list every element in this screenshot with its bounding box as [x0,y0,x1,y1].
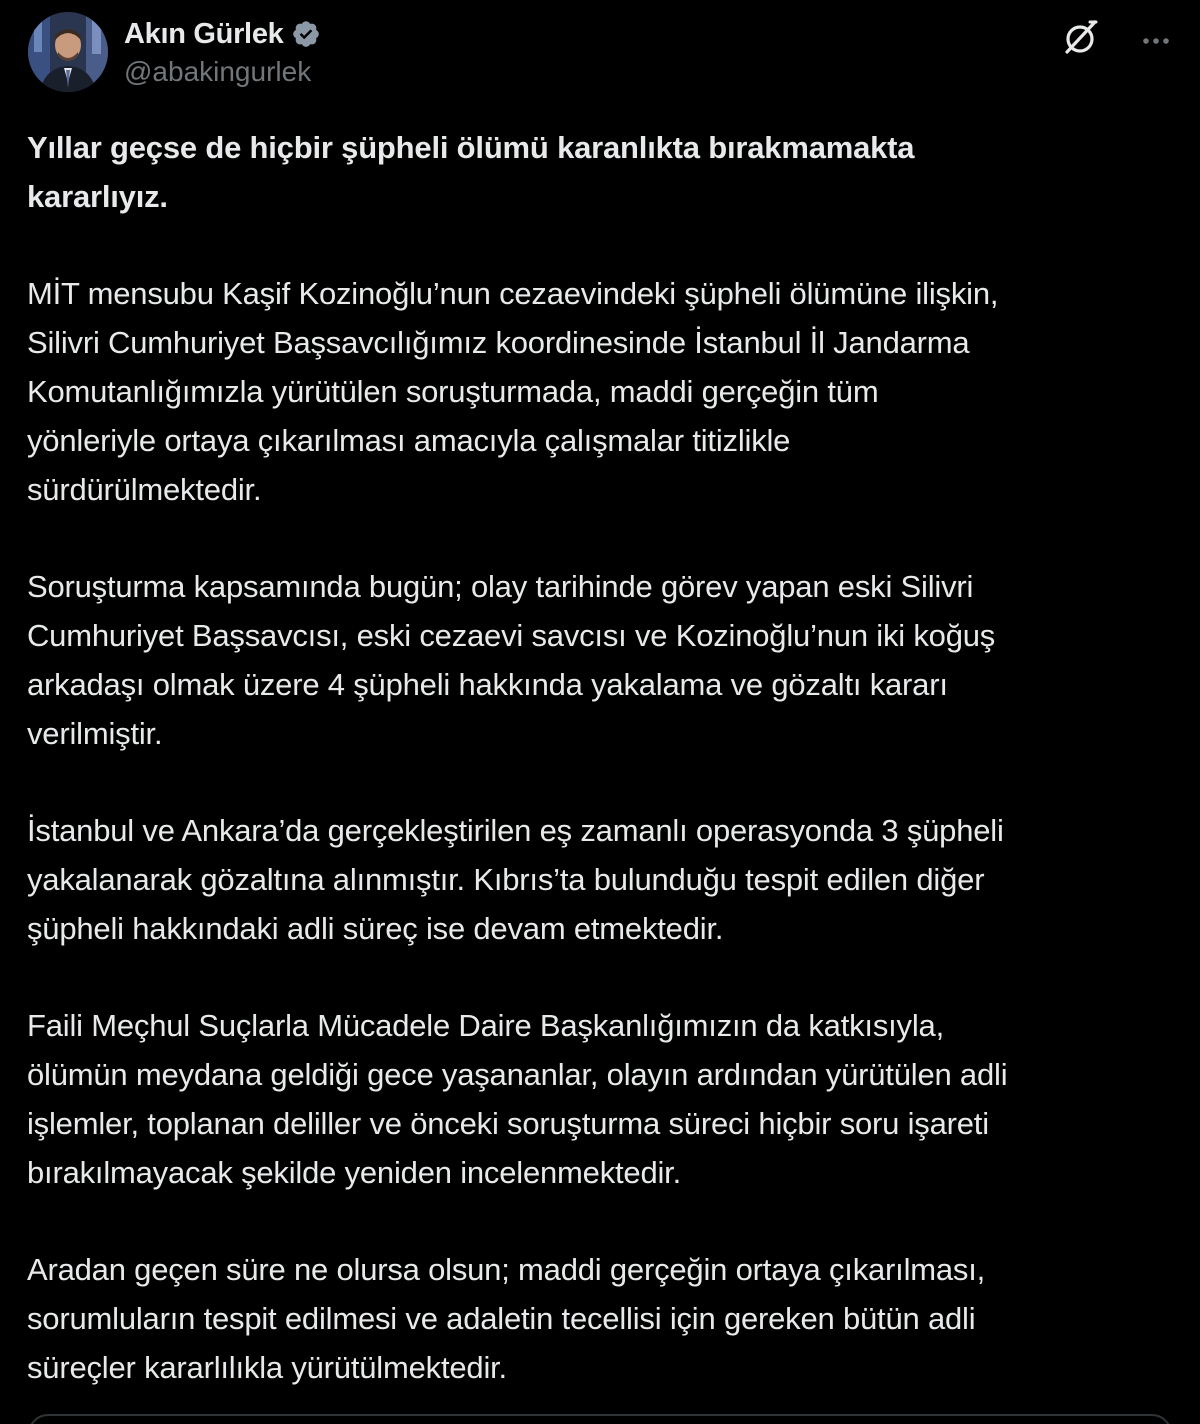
tweet-line: Yıllar geçse de hiçbir şüpheli ölümü karanlıkta bırakmamakta [27,130,915,165]
tweet-paragraph [27,563,1177,758]
avatar[interactable] [28,12,108,92]
tweet-paragraph [27,1246,1177,1392]
profile-photo-icon [28,12,108,92]
more-dots-icon[interactable] [1136,20,1176,56]
tweet-line: Faili Meçhul Suçlarla Mücadele Daire Başkanlığımızın da katkısıyla, [27,1008,944,1044]
tweet-line: işlemler, toplanan deliller ve önceki soruşturma süreci hiçbir soru işareti [27,1105,989,1141]
tweet-header [28,12,1180,94]
tweet-line: verilmiştir. [27,715,163,751]
quoted-card-edge[interactable] [28,1414,1172,1424]
tweet-line: arkadaşı olmak üzere 4 şüpheli hakkında yakalama ve gözaltı kararı [27,666,948,702]
tweet-line: şüpheli hakkındaki adli süreç ise devam etmektedir. [27,910,724,946]
tweet-line: Soruşturma kapsamında bugün; olay tarihinde görev yapan eski Silivri [27,569,974,605]
author-info [124,14,321,90]
grok-slash-circle-icon[interactable] [1060,16,1102,58]
name-row [124,14,321,54]
author-display-name[interactable]: Akın Gürlek [124,17,284,50]
tweet-line: yakalanarak gözaltına alınmıştır. Kıbrıs’ta bulunduğu tespit edilen diğer [27,861,985,897]
tweet-line: yönleriyle ortaya çıkarılması amacıyla çalışmalar titizlikle [27,422,791,458]
tweet-line: bırakılmayacak şekilde yeniden incelenmektedir. [27,1154,681,1190]
tweet-line: Cumhuriyet Başsavcısı, eski cezaevi savcısı ve Kozinoğlu’nun iki koğuş [27,617,996,653]
tweet-line: sorumluların tespit edilmesi ve adaletin tecellisi için gereken bütün adli [27,1301,976,1337]
tweet-line: ölümün meydana geldiği gece yaşananlar, olayın ardından yürütülen adli [27,1057,1008,1093]
author-handle[interactable]: @abakingurlek [124,56,312,87]
tweet-line: süreçler kararlılıkla yürütülmektedir. [27,1349,507,1385]
verified-badge-icon[interactable] [291,19,321,49]
tweet-line: MİT mensubu Kaşif Kozinoğlu’nun cezaevindeki şüpheli ölümüne ilişkin, [27,276,999,312]
tweet-paragraph [27,270,1177,514]
tweet-line: sürdürülmektedir. [27,471,262,507]
tweet-line: Komutanlığımızla yürütülen soruşturmada, maddi gerçeğin tüm [27,373,879,409]
tweet-paragraph [27,807,1177,953]
tweet-line: Aradan geçen süre ne olursa olsun; maddi gerçeğin ortaya çıkarılması, [27,1252,986,1288]
tweet-line: Silivri Cumhuriyet Başsavcılığımız koordinesinde İstanbul İl Jandarma [27,325,970,361]
tweet-paragraph [27,1002,1177,1197]
tweet-paragraph [27,124,1177,222]
tweet-line: İstanbul ve Ankara’da gerçekleştirilen eş zamanlı operasyonda 3 şüpheli [27,813,1004,849]
tweet-line: kararlıyız. [27,178,168,214]
tweet-text [27,124,1177,1424]
